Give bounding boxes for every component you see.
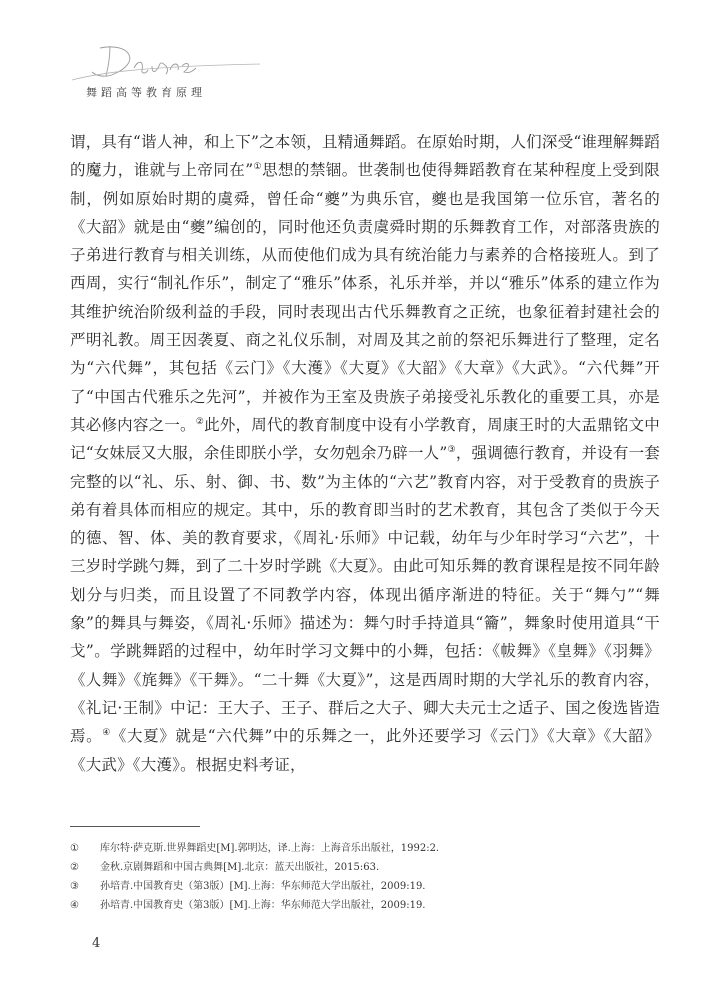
dance-script-logo (70, 40, 310, 84)
footnote-text: 金秋.京剧舞蹈和中国古典舞[M].北京：蓝天出版社，2015:63. (100, 862, 380, 873)
footnote-number: ① (70, 843, 79, 854)
footnote-item (70, 843, 660, 855)
footnote-text: 库尔特·萨克斯.世界舞蹈史[M].郭明达，译.上海：上海音乐出版社，1992:2. (100, 843, 440, 854)
body-segment-1: 谓，具有“谐人神，和上下”之本领，且精通舞蹈。在原始时期，人们深受“谁理解舞蹈的魔力，谁就与上帝同在” (70, 133, 660, 180)
footnote-divider (70, 826, 200, 827)
body-segment-4: ，强调德行教育，并设有一套完整的以“礼、乐、射、御、书、数”为主体的“六艺”教育内容，对于受教育的贵族子弟有着具体而相应的规定。其中，乐的教育即当时的艺术教育，其包含了类似于今天的德、智、体、美的教育要求，《周礼·乐师》中记载，幼年与少年时学习“六艺”，十三岁时学跳勺舞，到了二十岁时学跳《大夏》。由此可知乐舞的教育课程是按不同年龄划分与归类，而且设置了不同教学内容，体现出循序渐进的特征。关于“舞勺”“舞象”的舞具与舞姿，《周礼·乐师》描述为：舞勺时手持道具“籥”，舞象时使用道具“干戈”。学跳舞蹈的过程中，幼年时学习文舞中的小舞，包括：《帗舞》《皇舞》《羽舞》《人舞》《旄舞》《干舞》。“二十舞《大夏》”，这是西周时期的大学礼乐的教育内容，《礼记·王制》中记：王大子、王子、群后之大子、卿大夫元士之适子、国之俊选皆造焉。 (70, 444, 660, 746)
footnote-ref-4[interactable]: ④ (102, 728, 111, 739)
footnote-number: ③ (70, 881, 79, 892)
footnote-number: ② (70, 862, 79, 873)
body-text (70, 128, 660, 779)
footnote-ref-3[interactable]: ③ (447, 445, 456, 456)
header-title: 舞蹈高等教育原理 (86, 86, 206, 99)
footnote-text: 孙培青.中国教育史（第3版）[M].上海：华东师范大学出版社，2009:19. (100, 881, 426, 892)
body-segment-5: 《大夏》就是“六代舞”中的乐舞之一，此外还要学习《云门》《大章》《大韶》《大武》《大濩》。根据史料考证， (70, 727, 660, 774)
footnote-item (70, 862, 660, 874)
footnote-number: ④ (70, 900, 79, 911)
footnote-ref-1[interactable]: ① (253, 162, 263, 173)
page-number: 4 (92, 936, 101, 951)
footnote-ref-2[interactable]: ② (195, 416, 205, 427)
body-segment-2: 思想的禁锢。世袭制也使得舞蹈教育在某种程度上受到限制，例如原始时期的虞舜，曾任命“夔”为典乐官，夔也是我国第一位乐官，著名的《大韶》就是由“夔”编创的，同时他还负责虞舜时期的乐舞教育工作，对部落贵族的子弟进行教育与相关训练，从而使他们成为具有统治能力与素养的合格接班人。到了西周，实行“制礼作乐”，制定了“雅乐”体系，礼乐并举，并以“雅乐”体系的建立作为其维护统治阶级利益的手段，同时表现出古代乐舞教育之正统，也象征着封建社会的严明礼教。周王因袭夏、商之礼仪乐制，对周及其之前的祭祀乐舞进行了整理，定名为“六代舞”，其包括《云门》《大濩》《大夏》《大韶》《大章》《大武》。“六代舞”开了“中国古代雅乐之先河”，并被作为王室及贵族子弟接受礼乐教化的重要工具，亦是其必修内容之一。 (70, 161, 660, 434)
footnote-item (70, 881, 660, 893)
footnote-item (70, 900, 660, 912)
footnote-text: 孙培青.中国教育史（第3版）[M].上海：华东师范大学出版社，2009:19. (100, 900, 426, 911)
body-paragraph (70, 128, 660, 779)
running-header (70, 40, 310, 100)
body-segment-3: 此外，周代的教育制度中设有小学教育，周康王时的大盂鼎铭文中记“女妹辰又大服，余佳即朕小学，女勿剋余乃辟一人” (70, 415, 660, 463)
footnotes (70, 843, 660, 919)
